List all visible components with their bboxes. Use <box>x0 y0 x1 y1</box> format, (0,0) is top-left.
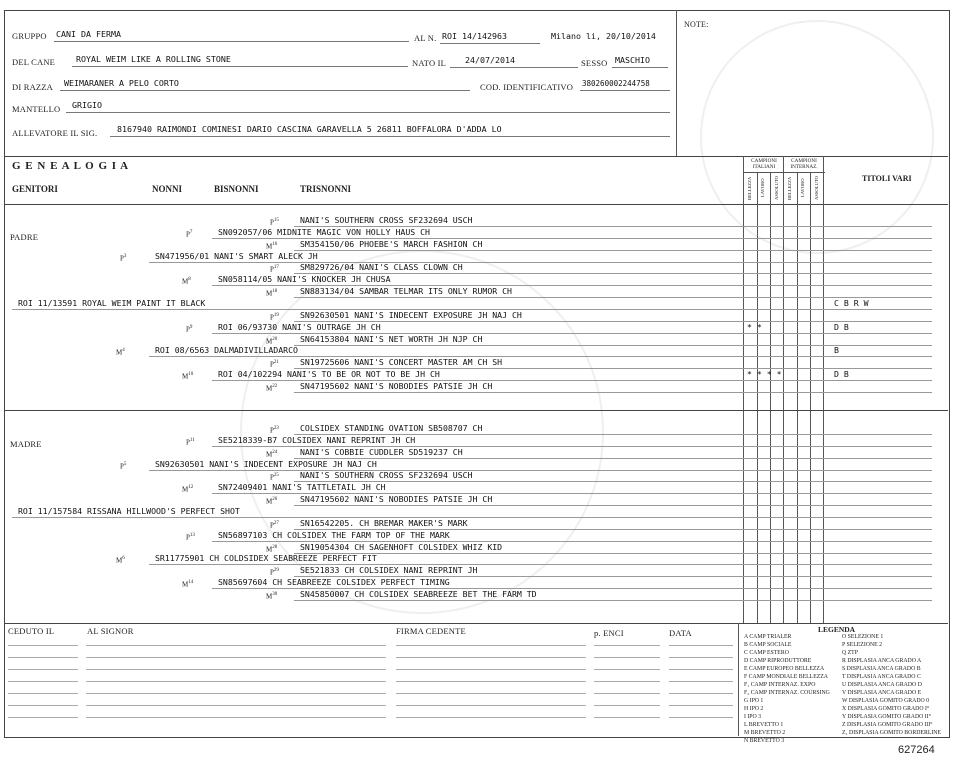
madre-ancestor-tris: SE521833 CH COLSIDEX NANI REPRINT JH <box>300 565 478 576</box>
razza-label: DI RAZZA <box>12 82 54 92</box>
legenda-item: B CAMP SOCIALE <box>744 642 792 648</box>
madre-ancestor-bis: SN85697604 CH SEABREEZE COLSIDEX PERFECT TIMING <box>218 577 450 588</box>
madre-row-tag: $M^{12}$ <box>182 485 194 494</box>
legenda-item: E CAMP EUROPEO BELLEZZA <box>744 666 825 672</box>
legenda-item: O SELEZIONE 1 <box>842 634 884 640</box>
al-signor-label: AL SIGNOR <box>87 626 134 636</box>
legenda-item: F₂ CAMP INTERNAZ. COURSING <box>744 690 830 696</box>
legenda-item: V DISPLASIA ANCA GRADO E <box>842 690 922 696</box>
certificate-frame <box>4 10 950 738</box>
madre-ancestor-tris: COLSIDEX STANDING OVATION SB508707 CH <box>300 423 483 433</box>
legenda-title: LEGENDA <box>818 625 856 634</box>
padre-ancestor-tris: SN19725606 NANI'S CONCERT MASTER AM CH SH <box>300 357 503 368</box>
madre-ancestor-tris: SN47195602 NANI'S NOBODIES PATSIE JH CH <box>300 494 493 505</box>
col-trisnonni: TRISNONNI <box>300 184 352 194</box>
nato-label: NATO IL <box>412 58 447 68</box>
document-number: 627264 <box>898 744 935 756</box>
cane-value: ROYAL WEIM LIKE A ROLLING STONE <box>76 54 231 64</box>
legenda-item: S DISPLASIA ANCA GRADO B <box>842 666 921 672</box>
padre-row-tag: $M^{20}$ <box>266 336 278 345</box>
padre-champion-marks: * * * * <box>747 369 782 380</box>
padre-row-tag: $P^{17}$ <box>270 265 279 274</box>
legenda-item: Z DISPLASIA GOMITO GRADO III° <box>842 722 933 728</box>
al-n-value: ROI 14/142963 <box>442 31 507 41</box>
sesso-value: MASCHIO <box>615 55 650 65</box>
madre-row-tag: $P^{29}$ <box>270 568 279 577</box>
madre-row-tag: $P^{25}$ <box>270 473 279 482</box>
penci-label: p. ENCI <box>594 628 624 638</box>
padre-row-tag: $P^9$ <box>186 324 193 333</box>
subcolumn-label: BELLEZZA <box>787 176 792 200</box>
note-label: NOTE: <box>684 20 709 29</box>
padre-row-tag: $P^{15}$ <box>270 218 279 227</box>
padre-ancestor-bis: ROI 04/102294 NANI'S TO BE OR NOT TO BE JH CH <box>218 369 440 380</box>
padre-label: PADRE <box>10 232 39 242</box>
padre-row-tag: $P^3$ <box>120 253 127 262</box>
legenda-item: H IPO 2 <box>744 706 764 712</box>
al-n-label: AL N. <box>414 33 437 43</box>
madre-ancestor-tris: SN19054304 CH SAGENHOFT COLSIDEX WHIZ KID <box>300 541 503 552</box>
subcolumn-label: BELLEZZA <box>747 176 752 200</box>
madre-ancestor-tris: SN16542205. CH BREMAR MAKER'S MARK <box>300 517 468 528</box>
legenda-item: F₁ CAMP INTERNAZ. EXPO <box>744 682 816 688</box>
madre-ancestor-bis: SN72409401 NANI'S TATTLETAIL JH CH <box>218 482 386 493</box>
allevatore-label: ALLEVATORE IL SIG. <box>12 128 98 138</box>
padre-ancestor-tris: NANI'S SOUTHERN CROSS SF232694 USCH <box>300 215 473 225</box>
razza-value: WEIMARANER A PELO CORTO <box>64 78 179 88</box>
madre-row-tag: $P^5$ <box>120 461 127 470</box>
padre-titoli: D B <box>834 321 849 332</box>
madre-row-tag: $M^{14}$ <box>182 580 194 589</box>
mantello-value: GRIGIO <box>72 100 102 110</box>
padre-ancestor-tris: SM354150/06 PHOEBE'S MARCH FASHION CH <box>300 238 483 249</box>
genealogia-title: G E N E A L O G I A <box>12 160 130 172</box>
padre-row-tag: $P^{21}$ <box>270 360 279 369</box>
legenda-item: X DISPLASIA GOMITO GRADO I° <box>842 706 930 712</box>
madre-row-tag: $M^{26}$ <box>266 497 278 506</box>
padre-titoli: B <box>834 345 839 356</box>
subcolumn-label: LAVORO <box>760 178 765 198</box>
legenda-item: F CAMP MONDIALE BELLEZZA <box>744 674 828 680</box>
padre-ancestor-tris: SN883134/04 SAMBAR TELMAR ITS ONLY RUMOR CH <box>300 286 512 297</box>
madre-row-tag: $M^{30}$ <box>266 591 278 601</box>
padre-ancestor-bis: SN058114/05 NANI'S KNOCKER JH CHUSA <box>218 274 391 285</box>
legenda-item: Q ZTP <box>842 650 858 656</box>
cane-label: DEL CANE <box>12 57 56 67</box>
firma-label: FIRMA CEDENTE <box>396 626 466 636</box>
madre-label: MADRE <box>10 439 42 449</box>
padre-row-tag: $P^{19}$ <box>270 312 279 322</box>
madre-row-tag: $P^{13}$ <box>186 532 195 541</box>
padre-ancestor-tris: SN92630501 NANI'S INDECENT EXPOSURE JH NAJ CH <box>300 309 522 320</box>
madre-row-tag: $P^{27}$ <box>270 520 279 530</box>
cod-label: COD. IDENTIFICATIVO <box>480 82 574 92</box>
legenda-item: I IPO 3 <box>744 714 762 720</box>
allevatore-value: 8167940 RAIMONDI COMINESI DARIO CASCINA GARAVELLA 5 26811 BOFFALORA D'ADDA LO <box>117 124 502 134</box>
legenda-item: P SELEZIONE 2 <box>842 642 883 648</box>
legenda-item: N BREVETTO 3 <box>744 738 785 744</box>
col-nonni: NONNI <box>152 184 183 194</box>
madre-row-tag: $P^{11}$ <box>186 437 195 447</box>
gruppo-label: GRUPPO <box>12 31 47 41</box>
madre-row-tag: $M^{28}$ <box>266 544 278 553</box>
madre-row-tag: $M^6$ <box>116 556 125 565</box>
padre-ancestor-nonno: ROI 08/6563 DALMADIVILLADARCO <box>155 345 298 356</box>
madre-ancestor-bis: SN56897103 CH COLSIDEX THE FARM TOP OF THE MARK <box>218 529 450 540</box>
legenda-left-list <box>744 633 830 745</box>
padre-row-tag: $P^7$ <box>186 229 193 239</box>
legenda-right-list <box>842 633 941 737</box>
padre-row-tag: $M^{18}$ <box>266 289 278 298</box>
madre-ancestor-nonno: SN92630501 NANI'S INDECENT EXPOSURE JH NAJ CH <box>155 458 377 469</box>
col-titoli: TITOLI VARI <box>862 174 912 183</box>
padre-ancestor-tris: SN64153804 NANI'S NET WORTH JH NJP CH <box>300 333 483 344</box>
col-genitori: GENITORI <box>12 184 58 194</box>
padre-row-tag: $M^4$ <box>116 348 125 357</box>
legenda-item: G IPO 1 <box>744 698 764 704</box>
madre-ancestor-tris: NANI'S COBBIE CUDDLER SD519237 CH <box>300 446 463 457</box>
cod-value: 380260002244758 <box>582 79 650 88</box>
data-label: DATA <box>669 628 692 638</box>
legenda-item: C CAMP ESTERO <box>744 650 789 656</box>
madre-ancestor-parent: ROI 11/157584 RISSANA HILLWOOD'S PERFECT SHOT <box>18 505 240 516</box>
gruppo-value: CANI DA FERMA <box>56 29 121 39</box>
legenda-item: Z₁ DISPLASIA GOMITO BORDERLINE <box>842 730 942 736</box>
nato-value: 24/07/2014 <box>465 55 515 65</box>
madre-ancestor-bis: SE5218339-B7 COLSIDEX NANI REPRINT JH CH <box>218 434 416 445</box>
padre-ancestor-bis: ROI 06/93730 NANI'S OUTRAGE JH CH <box>218 321 381 332</box>
ceduto-label: CEDUTO IL <box>8 626 55 636</box>
legenda-item: W DISPLASIA GOMITO GRADO 0 <box>842 698 930 704</box>
padre-ancestor-tris: SN47195602 NANI'S NOBODIES PATSIE JH CH <box>300 380 493 391</box>
place-date: Milano li, 20/10/2014 <box>551 31 656 41</box>
legenda-item: M BREVETTO 2 <box>744 730 786 736</box>
padre-ancestor-tris: SM829726/04 NANI'S CLASS CLOWN CH <box>300 262 463 273</box>
mantello-label: MANTELLO <box>12 104 61 114</box>
legenda-item: R DISPLASIA ANCA GRADO A <box>842 658 922 664</box>
padre-row-tag: $M^8$ <box>182 277 191 286</box>
legenda-item: L BREVETTO 1 <box>744 722 784 728</box>
legenda-item: Y DISPLASIA GOMITO GRADO II° <box>842 714 931 720</box>
legenda-item: A CAMP TRIALER <box>744 634 792 640</box>
padre-ancestor-parent: ROI 11/13591 ROYAL WEIM PAINT IT BLACK <box>18 297 206 308</box>
legenda-item: U DISPLASIA ANCA GRADO D <box>842 682 922 688</box>
padre-row-tag: $M^{22}$ <box>266 383 278 393</box>
campioni-internaz: CAMPIONI INTERNAZ. <box>790 158 818 170</box>
madre-row-tag: $M^{24}$ <box>266 449 278 459</box>
padre-titoli: D B <box>834 369 849 380</box>
padre-row-tag: $M^{10}$ <box>182 372 194 381</box>
padre-titoli: C B R W <box>834 297 869 308</box>
madre-ancestor-nonno: SR11775901 CH COLDSIDEX SEABREEZE PERFECT FIT <box>155 553 377 564</box>
subcolumn-label: ASSOLUTO <box>774 176 779 200</box>
sesso-label: SESSO <box>581 58 608 68</box>
legenda-item: T DISPLASIA ANCA GRADO C <box>842 674 921 680</box>
madre-ancestor-tris: NANI'S SOUTHERN CROSS SF232694 USCH <box>300 470 473 481</box>
subcolumn-label: LAVORO <box>800 178 805 198</box>
madre-ancestor-tris: SN45850007 CH COLSIDEX SEABREEZE BET THE FARM TD <box>300 588 537 599</box>
padre-champion-marks: * * <box>747 321 762 332</box>
campioni-italiani: CAMPIONI ITALIANI <box>751 158 777 170</box>
subcolumn-label: ASSOLUTO <box>814 176 819 200</box>
madre-row-tag: $P^{23}$ <box>270 426 279 435</box>
col-bisnonni: BISNONNI <box>214 184 259 194</box>
legenda-item: D CAMP RIPRODUTTORE <box>744 658 812 664</box>
padre-row-tag: $M^{16}$ <box>266 241 278 251</box>
padre-ancestor-nonno: SN471956/01 NANI'S SMART ALECK JH <box>155 250 318 261</box>
padre-ancestor-bis: SN092057/06 MIDNITE MAGIC VON HOLLY HAUS CH <box>218 226 430 237</box>
